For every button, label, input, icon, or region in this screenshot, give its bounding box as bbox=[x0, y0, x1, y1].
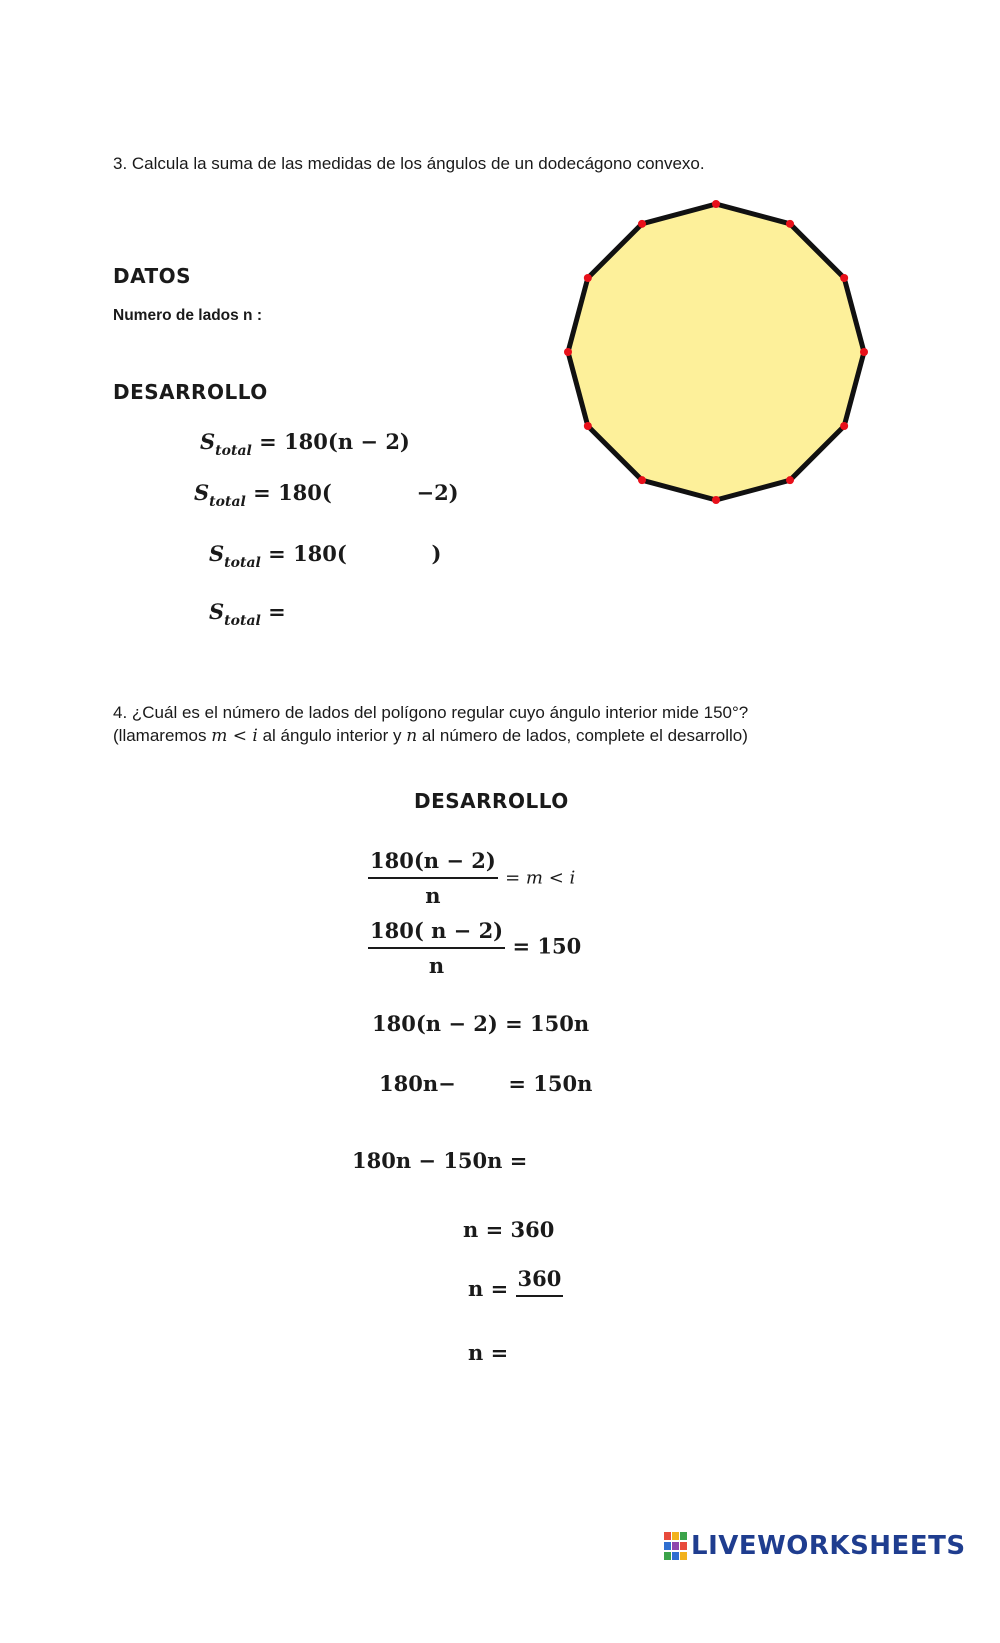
s-symbol: S bbox=[194, 480, 210, 505]
equation-5: 180n − 150n = bbox=[352, 1148, 528, 1173]
step1-rhs: = 180(n − 2) bbox=[259, 429, 410, 454]
total-subscript: total bbox=[224, 613, 261, 629]
liveworksheets-logo bbox=[664, 1531, 966, 1561]
eq1-rhs: = m < i bbox=[505, 867, 576, 889]
datos-sides-label: Numero de lados n : bbox=[113, 307, 262, 324]
s-symbol: S bbox=[209, 541, 225, 566]
equation-3: 180(n − 2) = 150n bbox=[372, 1011, 590, 1036]
step3-rhs-b: ) bbox=[431, 541, 442, 566]
equation-8: n = bbox=[468, 1340, 509, 1365]
eq1-numerator: 180(n − 2) bbox=[368, 848, 498, 879]
total-subscript: total bbox=[215, 443, 252, 459]
step4-rhs: = bbox=[268, 599, 286, 624]
desarrollo-heading-q3: DESARROLLO bbox=[113, 380, 268, 404]
dodecagon-shape bbox=[568, 204, 864, 500]
eq7-lhs: n = bbox=[468, 1276, 509, 1301]
liveworksheets-logo-icon bbox=[664, 1532, 688, 1560]
s-symbol: S bbox=[200, 429, 216, 454]
s-symbol: S bbox=[209, 599, 225, 624]
question-3-text: 3. Calcula la suma de las medidas de los ángulos de un dodecágono convexo. bbox=[113, 154, 705, 173]
step2-rhs-a: = 180( bbox=[253, 480, 332, 505]
total-subscript: total bbox=[224, 555, 261, 571]
liveworksheets-logo-text: LIVEWORKSHEETS bbox=[691, 1531, 966, 1561]
n-symbol: n bbox=[406, 726, 418, 746]
q4-line2-c: al número de lados, complete el desarrollo) bbox=[417, 726, 748, 745]
vertex-point bbox=[712, 496, 720, 504]
equation-2 bbox=[368, 918, 581, 978]
total-subscript: total bbox=[209, 494, 246, 510]
sum-formula-step4 bbox=[209, 599, 286, 629]
eq1-denominator: n bbox=[425, 883, 441, 908]
step2-rhs-b: −2) bbox=[416, 480, 459, 505]
step3-rhs-a: = 180( bbox=[268, 541, 347, 566]
vertex-point bbox=[840, 422, 848, 430]
eq7-fraction bbox=[516, 1266, 564, 1325]
vertex-point bbox=[840, 274, 848, 282]
datos-heading: DATOS bbox=[113, 264, 192, 288]
eq2-denominator: n bbox=[428, 953, 445, 978]
vertex-point bbox=[638, 476, 646, 484]
equation-7 bbox=[468, 1266, 563, 1325]
equation-6: n = 360 bbox=[463, 1217, 555, 1242]
vertex-point bbox=[564, 348, 572, 356]
vertex-point bbox=[786, 220, 794, 228]
question-4-text: 4. ¿Cuál es el número de lados del polígono regular cuyo ángulo interior mide 150°? bbox=[113, 703, 749, 722]
vertex-point bbox=[786, 476, 794, 484]
equation-4 bbox=[379, 1071, 592, 1096]
vertex-point bbox=[712, 200, 720, 208]
eq2-rhs: = 150 bbox=[512, 933, 582, 959]
vertex-point bbox=[584, 274, 592, 282]
q4-line2-b: al ángulo interior y bbox=[257, 726, 407, 745]
interior-angle-symbol: m < i bbox=[211, 726, 258, 746]
eq7-numerator: 360 bbox=[516, 1266, 564, 1297]
question-4-subtext bbox=[113, 726, 748, 746]
equation-1 bbox=[368, 848, 575, 908]
dodecagon-figure bbox=[560, 195, 880, 515]
q4-line2-a: (llamaremos bbox=[113, 726, 212, 745]
eq4-rhs: = 150n bbox=[508, 1071, 593, 1096]
eq2-numerator: 180( n − 2) bbox=[368, 918, 505, 949]
sum-formula-step1 bbox=[200, 429, 410, 459]
eq4-lhs: 180n− bbox=[379, 1071, 456, 1096]
vertex-point bbox=[638, 220, 646, 228]
vertex-point bbox=[860, 348, 868, 356]
vertex-point bbox=[584, 422, 592, 430]
desarrollo-heading-q4: DESARROLLO bbox=[414, 789, 569, 813]
sum-formula-step2 bbox=[194, 480, 459, 510]
sum-formula-step3 bbox=[209, 541, 441, 571]
eq1-fraction bbox=[368, 848, 498, 908]
eq2-fraction bbox=[368, 918, 505, 978]
